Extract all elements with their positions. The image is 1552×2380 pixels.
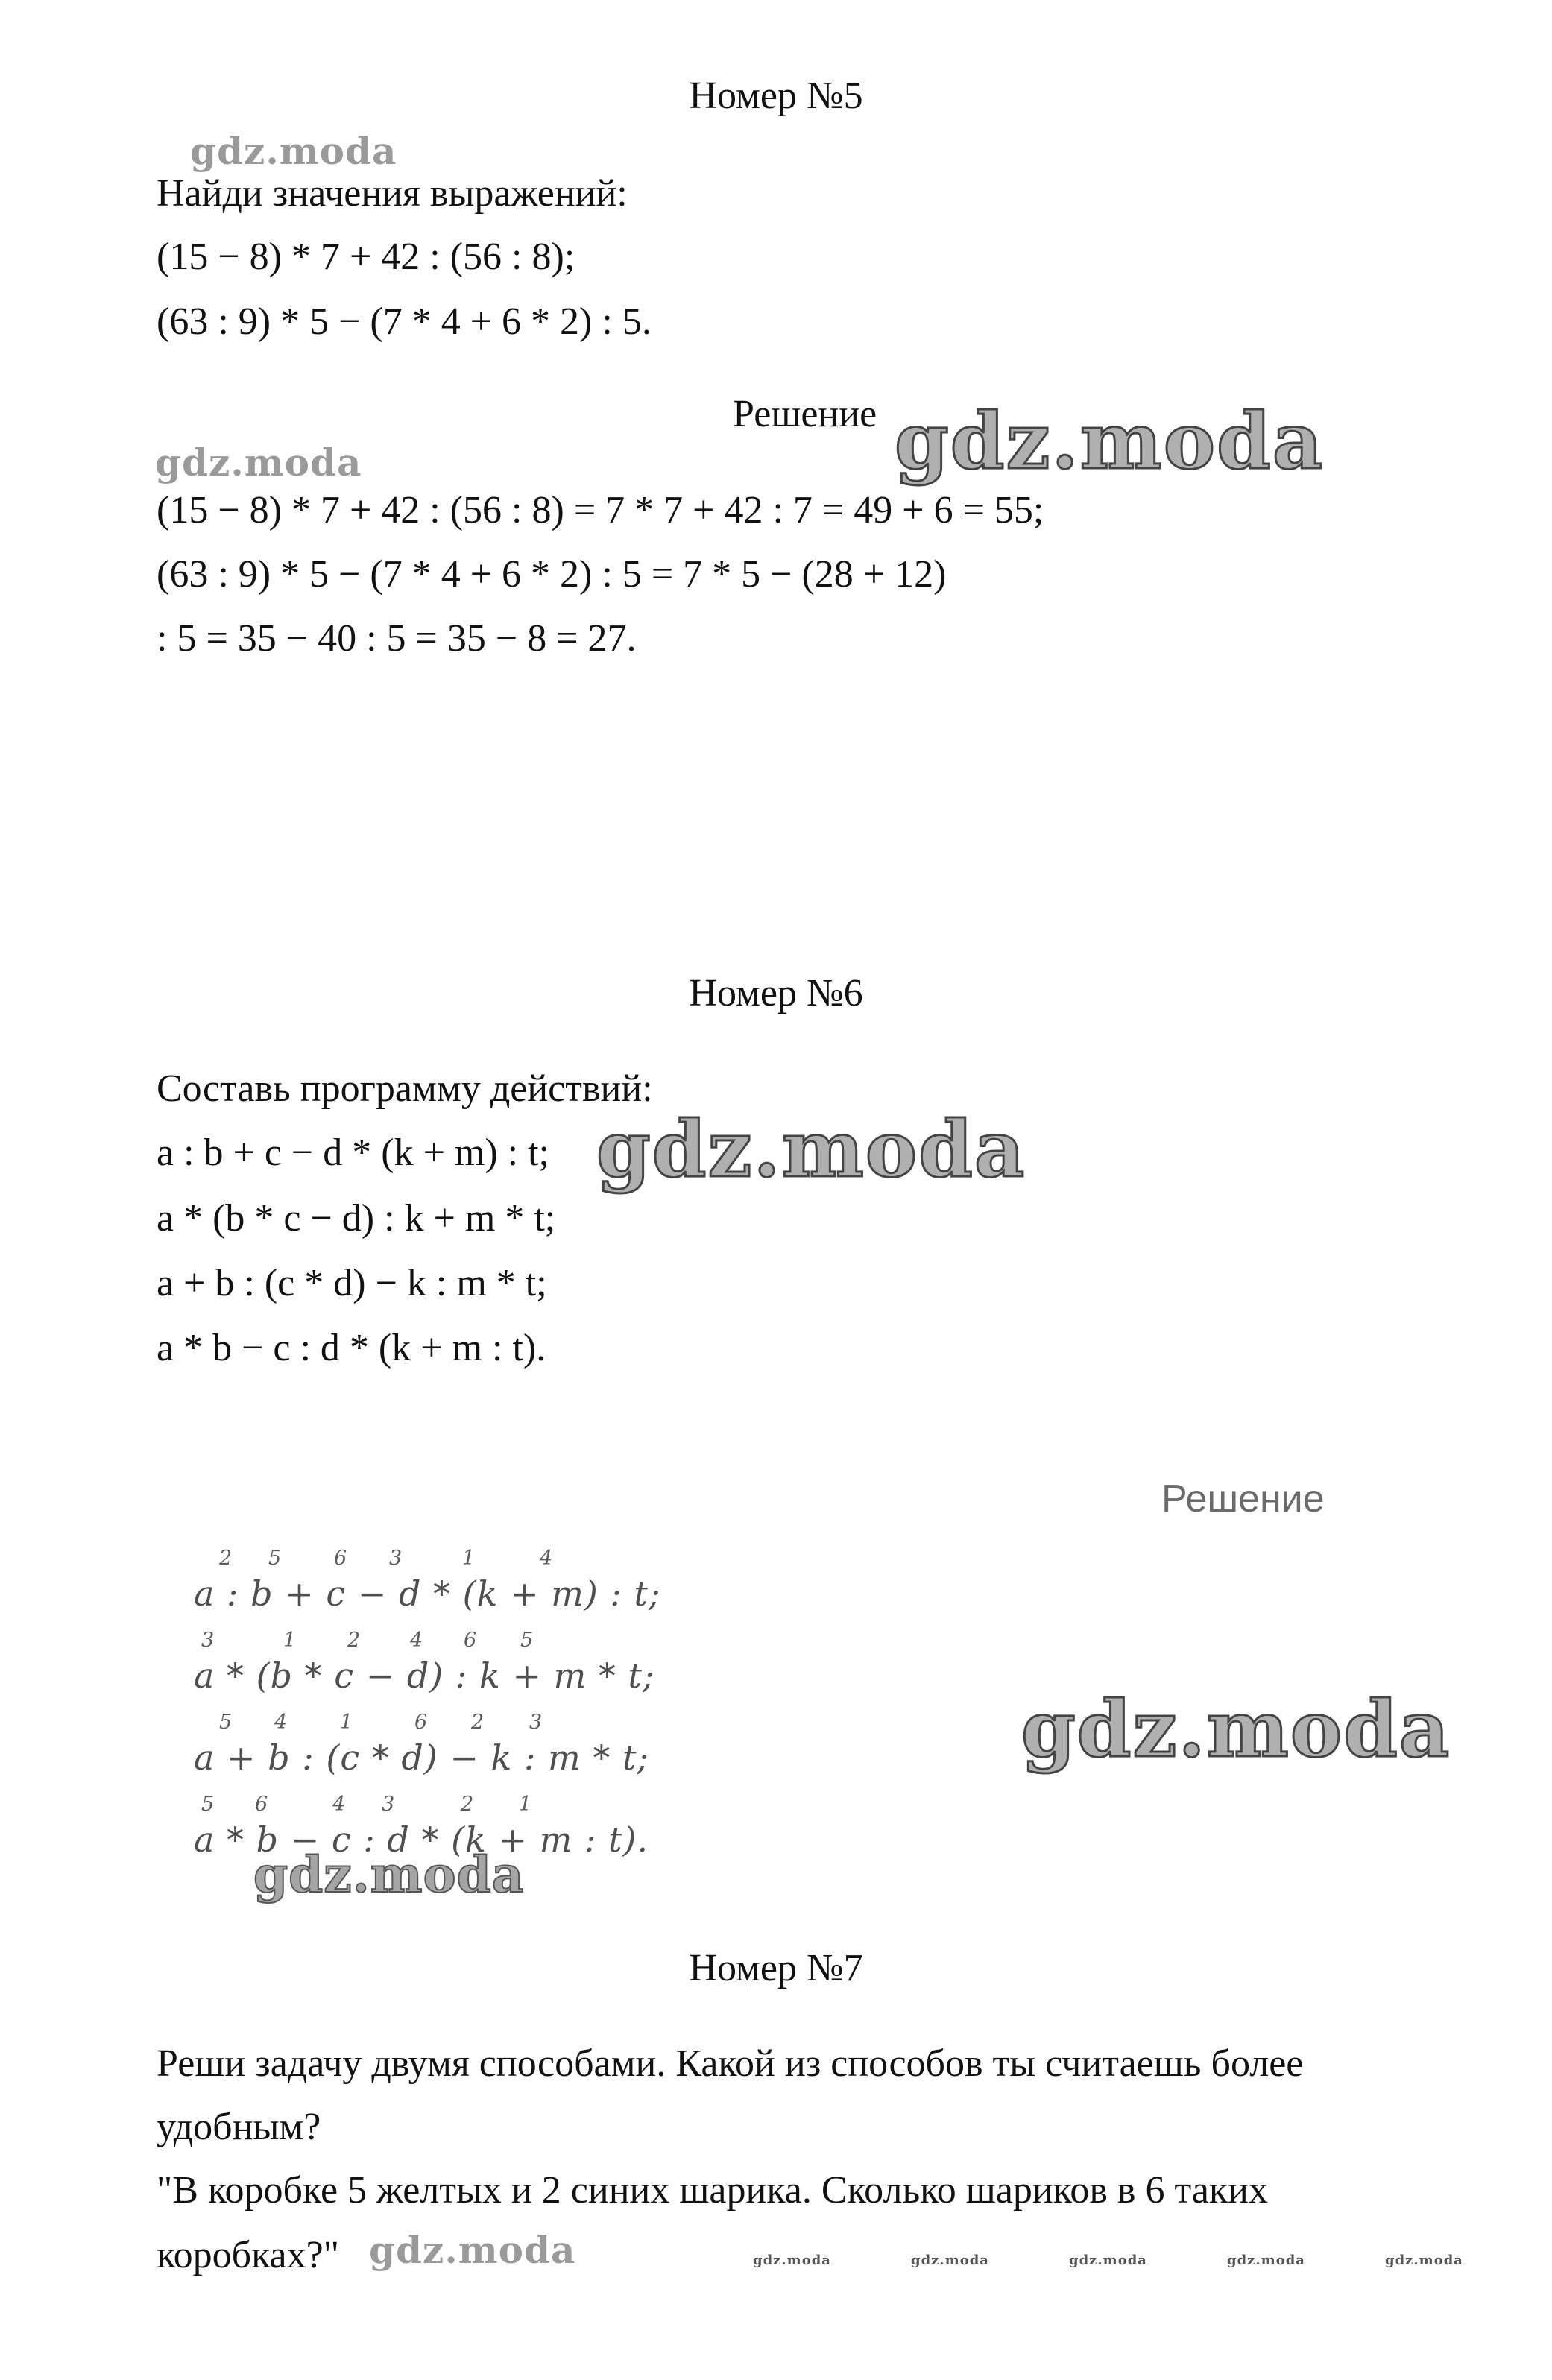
order-number: 5 — [520, 1629, 534, 1652]
solution-row — [186, 1547, 661, 1621]
watermark-logo-tiny: gdz.moda — [1385, 2253, 1463, 2268]
task6-expression-1: a : b + c − d * (k + m) : t; — [157, 1131, 550, 1174]
order-number: 3 — [201, 1629, 215, 1652]
task5-solution-line-2: (63 : 9) * 5 − (7 * 4 + 6 * 2) : 5 = 7 * 5 − (28 + 12) — [157, 553, 947, 596]
task6-expression-2: a * (b * c − d) : k + m * t; — [157, 1197, 556, 1240]
watermark-logo-large: gdz.moda — [895, 395, 1325, 487]
order-number: 6 — [464, 1629, 477, 1652]
order-number: 2 — [471, 1711, 485, 1734]
watermark-logo: gdz.moda — [369, 2228, 576, 2272]
order-number: 6 — [414, 1711, 428, 1734]
task6-solution-label: Решение — [1161, 1477, 1325, 1521]
solution-expression: a * (b * c − d) : k + m * t; — [194, 1655, 655, 1696]
solution-expression: a + b : (c * d) − k : m * t; — [194, 1737, 649, 1778]
order-number: 6 — [334, 1547, 347, 1570]
order-number: 2 — [347, 1629, 361, 1652]
order-number: 4 — [540, 1547, 553, 1570]
order-number: 1 — [340, 1711, 353, 1734]
watermark-logo: gdz.moda — [253, 1846, 525, 1904]
task7-title: Номер №7 — [689, 1947, 863, 1989]
watermark-logo-tiny: gdz.moda — [753, 2253, 831, 2268]
order-number: 2 — [461, 1793, 474, 1816]
watermark-logo-large: gdz.moda — [1021, 1683, 1451, 1775]
watermark-logo-large: gdz.moda — [596, 1103, 1026, 1195]
order-number: 1 — [462, 1547, 476, 1570]
solution-row — [186, 1711, 649, 1785]
task7-problem-line-2: коробках?" — [157, 2234, 339, 2276]
order-number: 4 — [274, 1711, 288, 1734]
task6-title: Номер №6 — [689, 972, 863, 1014]
watermark-logo: gdz.moda — [155, 441, 362, 484]
order-number: 1 — [519, 1793, 532, 1816]
task6-solution-image — [186, 1547, 661, 1875]
solution-expression: a : b + c − d * (k + m) : t; — [194, 1573, 661, 1614]
order-number: 5 — [268, 1547, 282, 1570]
order-number: 4 — [410, 1629, 423, 1652]
task5-solution-label: Решение — [733, 393, 877, 435]
task5-prompt: Найди значения выражений: — [157, 172, 628, 215]
task7-prompt-line-1: Реши задачу двумя способами. Какой из способов ты считаешь более — [157, 2042, 1304, 2085]
task6-expression-3: a + b : (c * d) − k : m * t; — [157, 1262, 547, 1304]
order-number: 6 — [255, 1793, 268, 1816]
order-number: 5 — [201, 1793, 215, 1816]
order-number: 3 — [382, 1793, 395, 1816]
task5-title: Номер №5 — [689, 75, 863, 117]
solution-row — [186, 1629, 655, 1703]
task5-solution-line-1: (15 − 8) * 7 + 42 : (56 : 8) = 7 * 7 + 42 : 7 = 49 + 6 = 55; — [157, 489, 1044, 531]
order-number: 1 — [283, 1629, 297, 1652]
watermark-logo: gdz.moda — [190, 129, 397, 173]
task7-prompt-line-2: удобным? — [157, 2106, 321, 2148]
order-number: 4 — [332, 1793, 346, 1816]
watermark-logo-tiny: gdz.moda — [911, 2253, 989, 2268]
task5-expression-2: (63 : 9) * 5 − (7 * 4 + 6 * 2) : 5. — [157, 300, 652, 343]
watermark-logo-tiny: gdz.moda — [1069, 2253, 1147, 2268]
task6-prompt: Составь программу действий: — [157, 1067, 653, 1110]
order-number: 3 — [529, 1711, 543, 1734]
order-number: 5 — [219, 1711, 233, 1734]
order-number: 3 — [389, 1547, 403, 1570]
task7-problem-line-1: "В коробке 5 желтых и 2 синих шарика. Сколько шариков в 6 таких — [157, 2169, 1268, 2212]
task5-expression-1: (15 − 8) * 7 + 42 : (56 : 8); — [157, 236, 575, 278]
task5-solution-line-3: : 5 = 35 − 40 : 5 = 35 − 8 = 27. — [157, 617, 637, 660]
task6-expression-4: a * b − c : d * (k + m : t). — [157, 1327, 546, 1369]
solution-expression: a * b − c : d * (k + m : t). — [194, 1819, 649, 1860]
order-number: 2 — [219, 1547, 233, 1570]
watermark-logo-tiny: gdz.moda — [1227, 2253, 1305, 2268]
